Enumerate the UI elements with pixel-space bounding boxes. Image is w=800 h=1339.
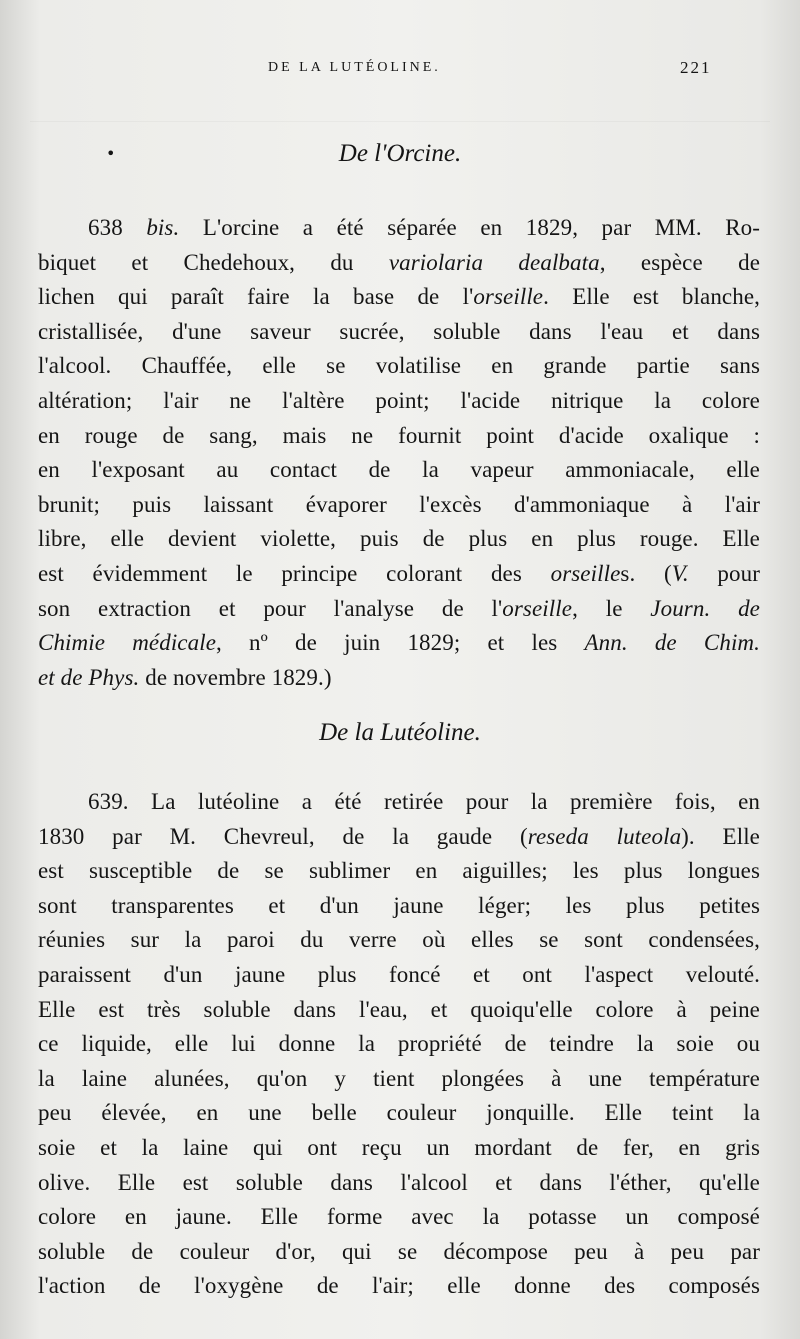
- text-line: libre, elle devient violette, puis de plus en plus rouge. Elle: [38, 526, 760, 552]
- text-line: 638 bis. L'orcine a été séparée en 1829, par MM. Ro-: [88, 215, 760, 240]
- text-line: soluble de couleur d'or, qui se décompose peu à peu par: [38, 1238, 760, 1264]
- text-line: l'action de l'oxygène de l'air; elle donne des composés: [38, 1273, 760, 1299]
- text-line: paraissent d'un jaune plus foncé et ont l'aspect velouté.: [38, 961, 760, 987]
- page-number: 221: [680, 58, 712, 77]
- text-line: peu élevée, en une belle couleur jonquille. Elle teint la: [38, 1100, 760, 1126]
- text-line: olive. Elle est soluble dans l'alcool et dans l'éther, qu'elle: [38, 1169, 760, 1195]
- text-line: 1830 par M. Chevreul, de la gaude (reseda luteola). Elle: [38, 823, 760, 849]
- text-line: ce liquide, elle lui donne la propriété de teindre la soie ou: [38, 1031, 760, 1057]
- text-line: Chimie médicale, nº de juin 1829; et les Ann. de Chim.: [38, 630, 760, 656]
- text-line: la laine alunées, qu'on y tient plongées à une température: [38, 1065, 760, 1091]
- text-line: l'alcool. Chauffée, elle se volatilise en grande partie sans: [38, 353, 760, 379]
- page-header: [0, 56, 800, 86]
- section-title-luteoline: De la Lutéoline.: [319, 719, 481, 746]
- text-line: biquet et Chedehoux, du variolaria dealbata, espèce de: [38, 249, 760, 275]
- text-line: brunit; puis laissant évaporer l'excès d'ammoniaque à l'air: [38, 491, 760, 517]
- text-line: cristallisée, d'une saveur sucrée, soluble dans l'eau et dans: [38, 318, 760, 344]
- text-line: soie et la laine qui ont reçu un mordant de fer, en gris: [38, 1134, 760, 1160]
- text-line: Elle est très soluble dans l'eau, et quoiqu'elle colore à peine: [38, 996, 760, 1022]
- text-line: réunies sur la paroi du verre où elles se sont condensées,: [38, 927, 760, 953]
- text-line: colore en jaune. Elle forme avec la potasse un composé: [38, 1204, 760, 1230]
- text-line: est susceptible de se sublimer en aiguilles; les plus longues: [38, 858, 760, 884]
- text-line: et de Phys. de novembre 1829.): [38, 664, 332, 690]
- text-line: lichen qui paraît faire la base de l'orseille. Elle est blanche,: [38, 284, 760, 310]
- section-title-orcine: De l'Orcine.: [338, 140, 462, 167]
- text-line: 639. La lutéoline a été retirée pour la première fois, en: [88, 789, 760, 814]
- text-line: est évidemment le principe colorant des orseilles. (V. pour: [38, 560, 760, 586]
- text-line: altération; l'air ne l'altère point; l'acide nitrique la colore: [38, 387, 760, 413]
- bullet-mark-icon: •: [106, 144, 116, 163]
- text-line: son extraction et pour l'analyse de l'orseille, le Journ. de: [38, 595, 760, 621]
- paragraph-luteoline: [38, 785, 760, 1304]
- text-line: en rouge de sang, mais ne fournit point d'acide oxalique :: [38, 422, 760, 448]
- text-line: en l'exposant au contact de la vapeur ammoniacale, elle: [38, 457, 760, 483]
- running-head: DE LA LUTÉOLINE.: [268, 60, 441, 75]
- paragraph-orcine: [38, 211, 760, 695]
- text-line: sont transparentes et d'un jaune léger; les plus petites: [38, 892, 760, 918]
